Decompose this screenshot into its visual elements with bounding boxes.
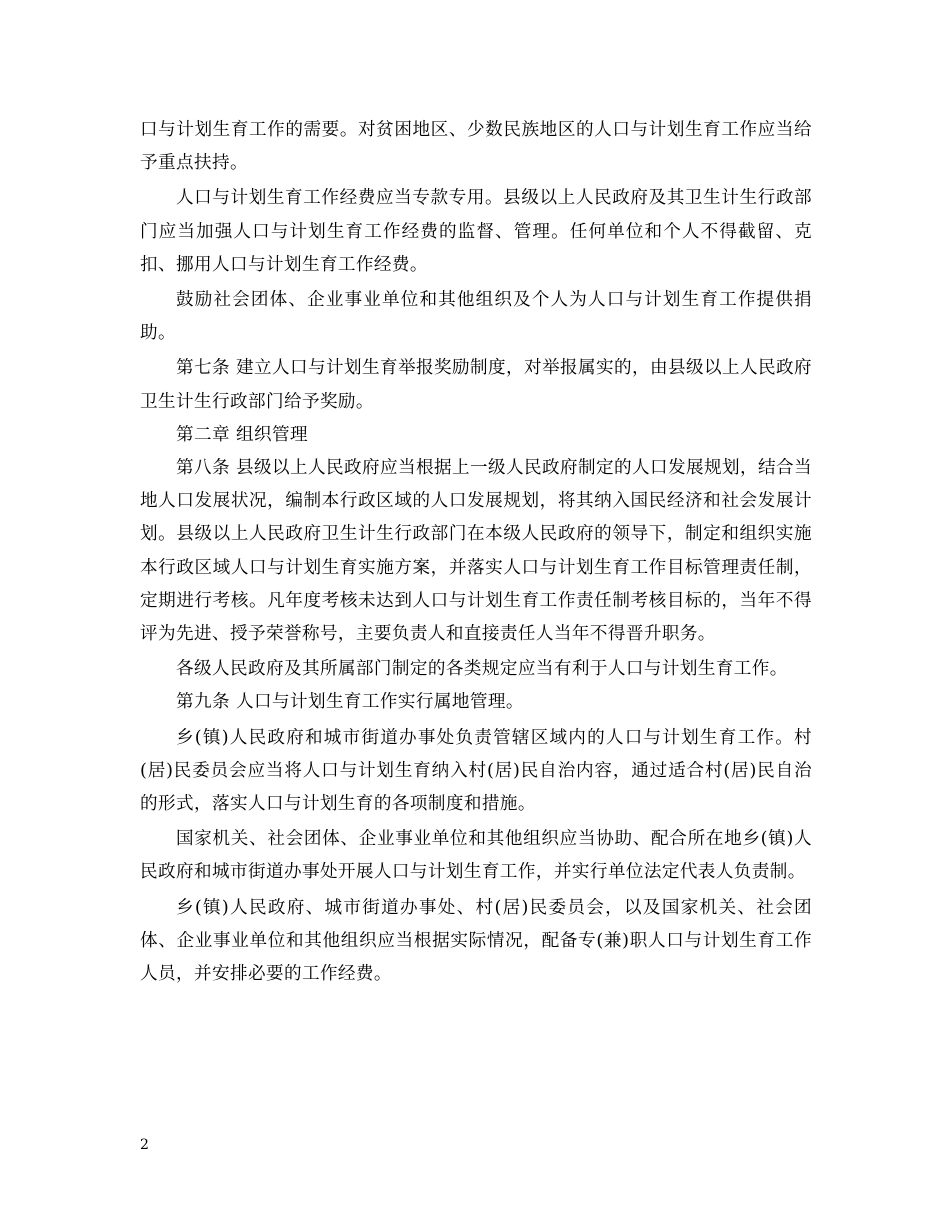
document-body	[140, 114, 812, 991]
chapter-heading: 第二章 组织管理	[176, 424, 308, 445]
paragraph-article-8: 第八条 县级以上人民政府应当根据上一级人民政府制定的人口发展规划，结合当地人口发展状况，编制本行政区域的人口发展规划，将其纳入国民经济和社会发展计划。县级以上人民政府卫生计生行政部门在本级人民政府的领导下，制定和组织实施本行政区域人口与计划生育实施方案，并落实人口与计划生育工作目标管理责任制，定期进行考核。凡年度考核未达到人口与计划生育工作责任制考核目标的，当年不得评为先进、授予荣誉称号，主要负责人和直接责任人当年不得晋升职务。	[140, 458, 812, 645]
paragraph-township: 乡(镇)人民政府和城市街道办事处负责管辖区域内的人口与计划生育工作。村(居)民委员会应当将人口与计划生育纳入村(居)民自治内容，通过适合村(居)民自治的形式，落实人口与计划生育的各项制度和措施。	[140, 727, 812, 815]
page-number: 2	[140, 1137, 149, 1153]
paragraph-organizations: 国家机关、社会团体、企业事业单位和其他组织应当协助、配合所在地乡(镇)人民政府和城市街道办事处开展人口与计划生育工作，并实行单位法定代表人负责制。	[140, 829, 812, 883]
paragraph-staffing: 乡(镇)人民政府、城市街道办事处、村(居)民委员会，以及国家机关、社会团体、企业事业单位和其他组织应当根据实际情况，配备专(兼)职人口与计划生育工作人员，并安排必要的工作经费。	[140, 897, 812, 985]
paragraph-regulations: 各级人民政府及其所属部门制定的各类规定应当有利于人口与计划生育工作。	[176, 659, 788, 680]
paragraph-article-7: 第七条 建立人口与计划生育举报奖励制度，对举报属实的，由县级以上人民政府卫生计生行政部门给予奖励。	[140, 358, 812, 412]
paragraph-donation: 鼓励社会团体、企业事业单位和其他组织及个人为人口与计划生育工作提供捐助。	[140, 290, 812, 344]
paragraph-funding: 人口与计划生育工作经费应当专款专用。县级以上人民政府及其卫生计生行政部门应当加强人口与计划生育工作经费的监督、管理。任何单位和个人不得截留、克扣、挪用人口与计划生育工作经费。	[140, 188, 812, 275]
paragraph-article-9: 第九条 人口与计划生育工作实行属地管理。	[176, 692, 524, 713]
paragraph-continuation: 口与计划生育工作的需要。对贫困地区、少数民族地区的人口与计划生育工作应当给予重点扶持。	[140, 120, 812, 174]
